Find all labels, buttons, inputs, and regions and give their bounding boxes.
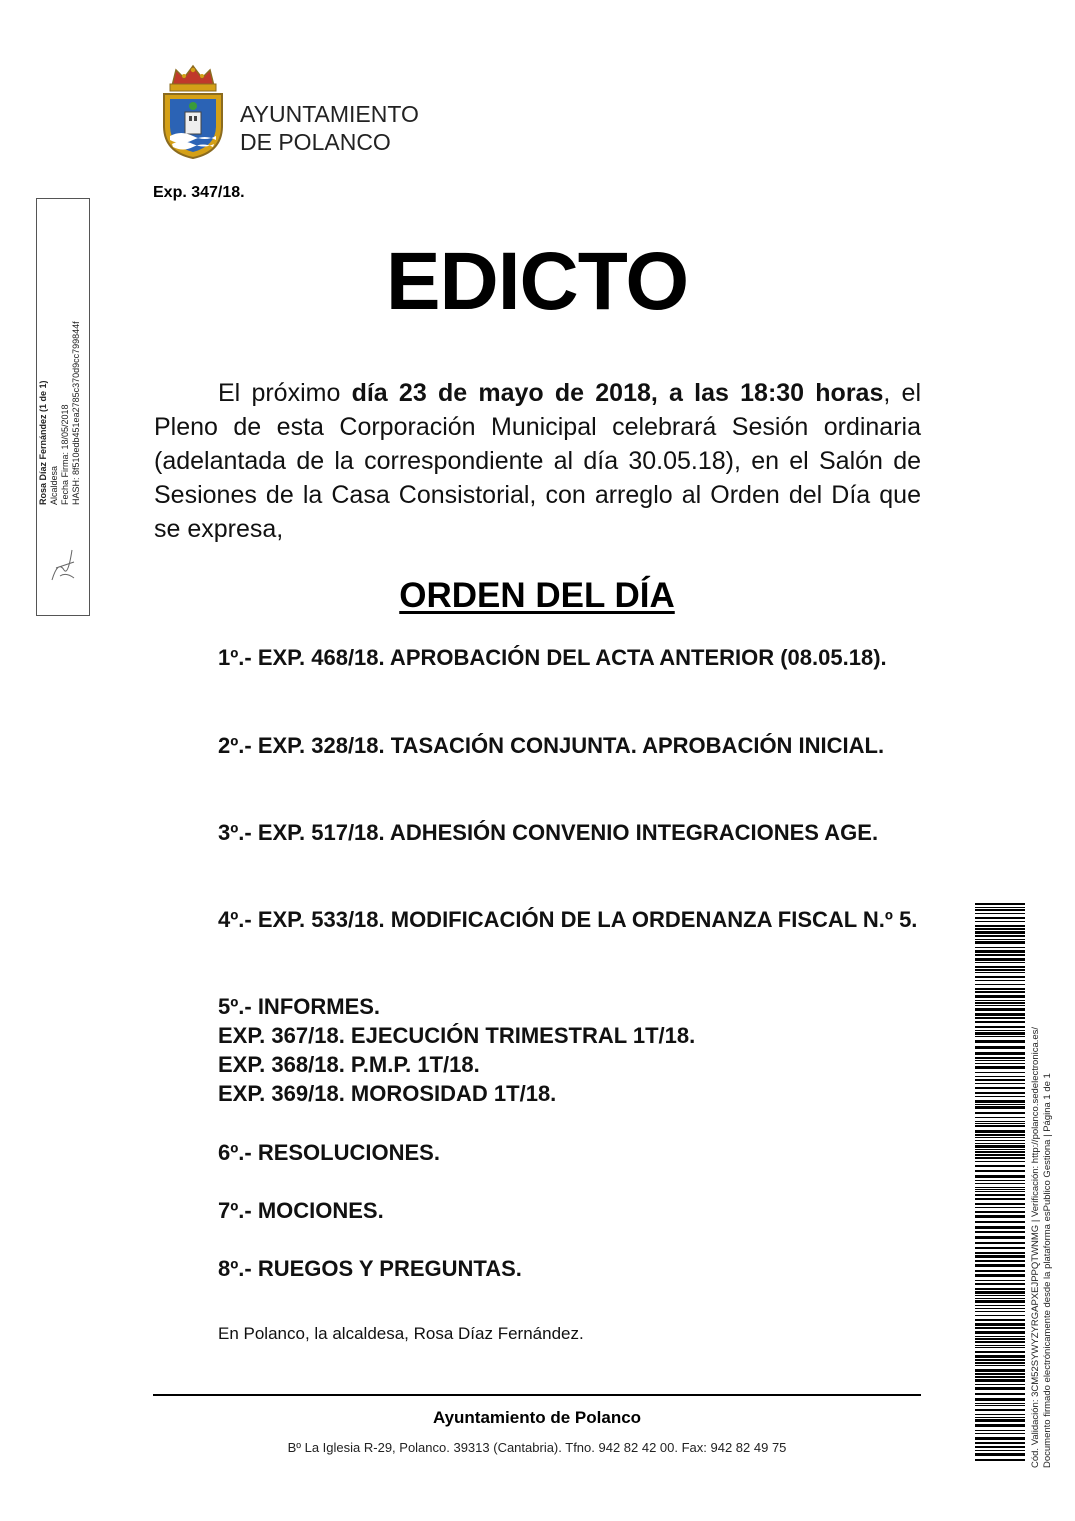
handwritten-signature-icon <box>44 540 82 584</box>
expedient-reference: Exp. 347/18. <box>153 184 245 201</box>
verification-text <box>1030 908 1054 1468</box>
signature-hash: HASH: 8f510edb451ea2785c370d9cc799844f <box>71 321 81 505</box>
agenda-item-2: 2º.- EXP. 328/18. TASACIÓN CONJUNTA. APROBACIÓN INICIAL. <box>218 733 885 758</box>
signature-signer: Rosa Díaz Fernández (1 de 1) <box>38 380 48 505</box>
agenda-item-5-sub-2: EXP. 368/18. P.M.P. 1T/18. <box>218 1052 480 1077</box>
footer-organization: Ayuntamiento de Polanco <box>432 1408 642 1427</box>
organization-name <box>240 100 419 156</box>
agenda-item-5-sub-3: EXP. 369/18. MOROSIDAD 1T/18. <box>218 1081 557 1106</box>
agenda-item-4: 4º.- EXP. 533/18. MODIFICACIÓN DE LA ORDENANZA FISCAL N.º 5. <box>218 907 918 932</box>
municipal-coat-of-arms-icon <box>158 64 228 160</box>
verification-platform: Documento firmado electrónicamente desde la plataforma esPublico Gestiona | Página 1 de 1 <box>1042 1073 1053 1468</box>
footer-divider <box>153 1394 921 1396</box>
intro-text-start: El próximo <box>218 379 352 407</box>
signature-date: Fecha Firma: 18/05/2018 <box>60 404 70 505</box>
agenda-item-3: 3º.- EXP. 517/18. ADHESIÓN CONVENIO INTEGRACIONES AGE. <box>218 820 879 845</box>
agenda-item-5-sub-1: EXP. 367/18. EJECUCIÓN TRIMESTRAL 1T/18. <box>218 1023 696 1048</box>
signoff-text: En Polanco, la alcaldesa, Rosa Díaz Fernández. <box>218 1324 584 1343</box>
intro-paragraph <box>154 376 921 546</box>
verification-code: Cód. Validación: 3CM52SYWYZYRGAPXEJPPQTWNMG | Verificación: http://polanco.sedelectronica.es/ <box>1030 1026 1041 1468</box>
intro-date-time: día 23 de mayo de 2018, a las 18:30 horas <box>351 379 884 407</box>
signature-role: Alcaldesa <box>49 465 59 505</box>
footer-address: Bº La Iglesia R-29, Polanco. 39313 (Cantabria). Tfno. 942 82 42 00. Fax: 942 82 49 75 <box>287 1440 787 1455</box>
document-title: EDICTO <box>385 236 689 327</box>
agenda-item-6: 6º.- RESOLUCIONES. <box>218 1140 440 1165</box>
organization-name-line2: DE POLANCO <box>240 129 391 155</box>
agenda-item-8: 8º.- RUEGOS Y PREGUNTAS. <box>218 1256 522 1281</box>
section-title: ORDEN DEL DÍA <box>399 576 675 615</box>
signature-stamp-text <box>38 125 86 505</box>
agenda-item-7: 7º.- MOCIONES. <box>218 1198 384 1223</box>
barcode-icon <box>975 903 1025 1465</box>
agenda-item-5: 5º.- INFORMES. <box>218 994 381 1019</box>
agenda-item-1: 1º.- EXP. 468/18. APROBACIÓN DEL ACTA ANTERIOR (08.05.18). <box>218 645 887 670</box>
intro-text-rest: , el Pleno de esta Corporación Municipal celebrará Sesión ordinaria (adelantada de la correspondiente al día 30.05.18), en el Salón de Sesiones de la Casa Consistorial, con arreglo al Orden del Día que se expresa, <box>154 379 921 543</box>
organization-name-line1: AYUNTAMIENTO <box>240 101 419 127</box>
